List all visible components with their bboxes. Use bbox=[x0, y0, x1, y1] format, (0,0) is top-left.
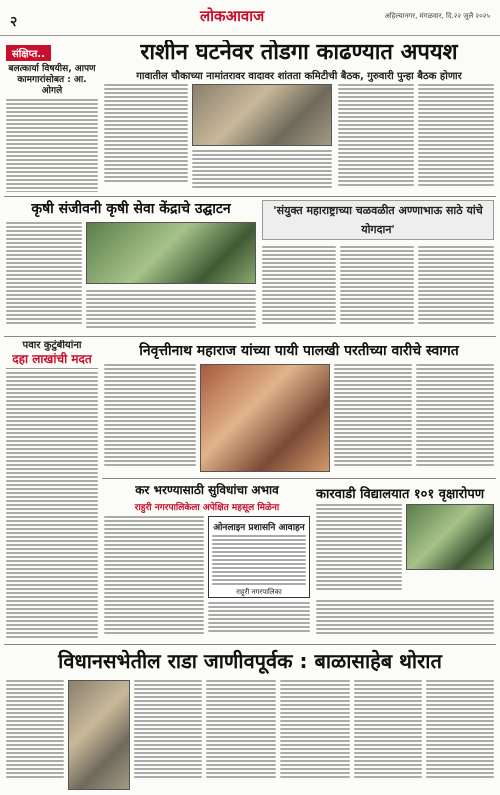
lead-col-3 bbox=[338, 84, 414, 190]
story2-col-1 bbox=[6, 222, 82, 330]
masthead bbox=[0, 0, 500, 36]
bottom-col-1 bbox=[6, 680, 64, 790]
bottom-col-2 bbox=[134, 680, 202, 790]
divider bbox=[102, 478, 496, 479]
story3-col-3 bbox=[418, 246, 494, 330]
story4-headline-1: पवार कुटुंबीयांना bbox=[22, 340, 82, 351]
story2-headline: कृषी संजीवनी कृषी सेवा केंद्राचे उद्घाटन bbox=[31, 201, 231, 217]
lead-photo bbox=[192, 84, 332, 146]
bottom-col-3 bbox=[206, 680, 276, 790]
divider bbox=[4, 196, 496, 197]
issue-date: अहिल्यानगर, मंगळवार, दि.२२ जुलै २०२५ bbox=[384, 12, 490, 20]
lead-col-4 bbox=[418, 84, 494, 190]
story3-col-2 bbox=[340, 246, 414, 330]
story3-col-1 bbox=[262, 246, 336, 330]
page-number: २ bbox=[10, 14, 18, 30]
story2-col-2 bbox=[86, 290, 256, 332]
bottom-headline: विधानसभेतील राडा जाणीवपूर्वक : बाळासाहेब थोरात bbox=[58, 649, 442, 673]
lead-subhead: गावातील चौकाच्या नामांतरावर वादावर शांतता कमिटीची बैठक, गुरुवारी पुन्हा बैठक होणार bbox=[136, 71, 462, 82]
sidebar-headline: बलत्कार्या विषयीस, आपण कामगारांसोबत : आ. ओगले bbox=[8, 64, 96, 96]
story3-headline: 'संयुक्त महाराष्ट्राच्या चळवळीत अण्णाभाऊ साठे यांचे योगदान' bbox=[262, 200, 494, 240]
story4-headline-2: दहा लाखांची मदत bbox=[6, 352, 98, 369]
notice-title: ओनलाइन प्रशासनि आवाहन bbox=[213, 523, 305, 533]
newspaper-logo: लोकआवाज bbox=[200, 7, 265, 25]
story4 bbox=[6, 340, 98, 640]
lead-headline: राशीन घटनेवर तोडगा काढण्यात अपयश bbox=[140, 40, 458, 65]
bottom-col-6 bbox=[426, 680, 494, 790]
notice-footer: राहुरी नगरपालिका bbox=[236, 588, 282, 596]
bottom-col-5 bbox=[354, 680, 422, 790]
sidebar-brief bbox=[6, 42, 98, 192]
story7-photo bbox=[406, 504, 494, 570]
story5-col-1 bbox=[104, 364, 196, 472]
divider bbox=[4, 336, 496, 337]
story2-photo bbox=[86, 222, 256, 284]
story5-col-3 bbox=[416, 364, 494, 472]
story7-headline: कारवाडी विद्यालयात १०१ वृक्षारोपण bbox=[316, 487, 485, 502]
story6-subhead: राहुरी नगरपालिकेला अपेक्षित महसूल मिळेना bbox=[134, 503, 280, 513]
story6-headline: कर भरण्यासाठी सुविधांचा अभाव bbox=[135, 483, 279, 497]
bottom-col-4 bbox=[280, 680, 350, 790]
story5-photo bbox=[200, 364, 330, 472]
bottom-photo bbox=[68, 680, 130, 790]
story5-col-2 bbox=[334, 364, 412, 472]
sidebar-tag: संक्षिप्त.. bbox=[6, 45, 51, 61]
lead-col-1 bbox=[104, 84, 188, 184]
story6-col-1 bbox=[104, 516, 204, 638]
lead-col-2 bbox=[192, 150, 332, 190]
divider bbox=[4, 644, 496, 645]
sidebar-body bbox=[6, 99, 98, 192]
story7-col-1 bbox=[316, 504, 402, 596]
story6-col-2 bbox=[208, 602, 310, 638]
notice-inset bbox=[208, 516, 310, 598]
story7-col-2 bbox=[316, 600, 494, 638]
story5-headline: निवृत्तीनाथ महाराज यांच्या पायी पालखी परतीच्या वारीचे स्वागत bbox=[139, 343, 459, 359]
